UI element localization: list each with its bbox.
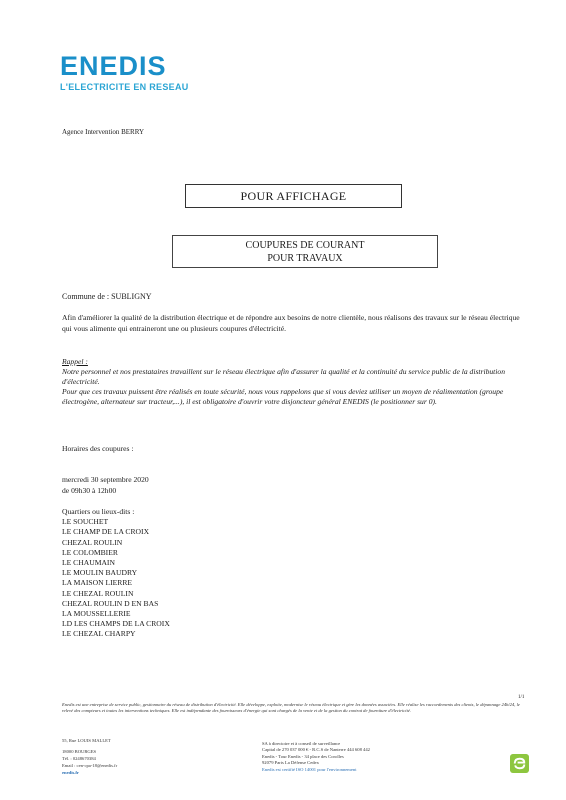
corp-line-2: Capital de 270 037 000 € - R.C.S de Nanterre 444 608 442	[262, 747, 370, 753]
outage-date: mercredi 30 septembre 2020	[62, 475, 149, 484]
quartiers-label: Quartiers ou lieux-dits :	[62, 507, 135, 516]
footer-email: Email : cen-cpa-18@enedis.fr	[62, 763, 118, 768]
commune-line: Commune de : SUBLIGNY	[62, 292, 152, 301]
footer-corporate-info	[262, 741, 370, 773]
enedis-logo: ENEDIS	[60, 51, 167, 81]
horaires-label: Horaires des coupures :	[62, 444, 134, 453]
outage-time: de 09h30 à 12h00	[62, 486, 117, 495]
rappel-block	[62, 357, 526, 407]
list-item: CHEZAL ROULIN D EN BAS	[62, 598, 159, 608]
outage-schedule	[62, 474, 149, 496]
list-item: LE MOULIN BAUDRY	[62, 568, 138, 578]
footer-tel: Tél. : 0248670384	[62, 756, 96, 761]
corp-line-4: 92079 Paris La Défense Cedex	[262, 760, 319, 766]
list-item: LD LES CHAMPS DE LA CROIX	[62, 619, 170, 629]
footer-city: 18000 BOURGES	[62, 749, 97, 754]
list-item: LE CHAUMAIN	[62, 558, 115, 568]
quartiers-list	[62, 507, 170, 640]
enedis-footer-logo-icon	[510, 754, 529, 773]
rappel-paragraph-1: Notre personnel et nos prestataires travaillent sur le réseau électrique afin d'assurer la qualité et la continuité du service public de la distribution d'électricité.	[62, 367, 505, 386]
list-item: LE COLOMBIER	[62, 547, 118, 557]
notice-title: POUR AFFICHAGE	[240, 189, 347, 203]
footer-website-link[interactable]: enedis.fr	[62, 770, 79, 775]
list-item: LA MOUSSELLERIE	[62, 609, 131, 619]
notice-title-box	[185, 184, 402, 208]
corp-line-3: Enedis - Tour Enedis - 34 place des Corolles	[262, 753, 344, 759]
logo-tagline: L'ELECTRICITE EN RESEAU	[60, 82, 189, 92]
notice-subtitle-line2: POUR TRAVAUX	[267, 253, 343, 264]
list-item: LA MAISON LIERRE	[62, 578, 133, 588]
agency-name: Agence Intervention BERRY	[62, 128, 145, 136]
footer-street: 55, Rue LOUIS MALLET	[62, 738, 111, 743]
rappel-paragraph-2: Pour que ces travaux puissent être réalisés en toute sécurité, nous vous rappelons que si vous deviez utiliser un moyen de réalimentation (groupe électrogène, alternateur sur tracteur,...), il est obligatoire d'ouvrir votre disjoncteur général ENEDIS (le positionner sur 0).	[62, 387, 504, 406]
list-item: LE SOUCHET	[62, 517, 109, 527]
notice-subtitle-line1: COUPURES DE COURANT	[245, 240, 365, 251]
list-item: CHEZAL ROULIN	[62, 537, 123, 547]
rappel-title: Rappel :	[62, 357, 88, 366]
list-item: LE CHEZAL CHARPY	[62, 629, 136, 639]
notice-subtitle-box	[172, 235, 438, 268]
list-item: LE CHAMP DE LA CROIX	[62, 527, 150, 537]
corp-line-5: Enedis est certifié ISO 14001 pour l'environnement	[262, 766, 357, 772]
list-item: LE CHEZAL ROULIN	[62, 588, 134, 598]
page-number: 1/1	[518, 695, 525, 700]
corp-line-1: SA à directoire et à conseil de surveillance	[262, 741, 341, 746]
footer-contact	[62, 748, 117, 776]
intro-paragraph: Afin d'améliorer la qualité de la distribution électrique et de répondre aux besoins de notre clientèle, nous réalisons des travaux sur le réseau électrique qui vous alimente qui entraineront une ou plusieurs coupures d'électricité.	[62, 313, 520, 333]
footer-disclaimer: Enedis est une entreprise de service public, gestionnaire du réseau de distribution d'électricité. Elle développe, exploite, modernise le réseau électrique et gère les données associées. Elle réalise les raccordements des clients, le dépannage 24h/24, le relevé des compteurs et toutes les interventions techniques. Elle est indépendante des fournisseurs d'énergie qui sont chargés de la vente et de la gestion du contrat de fourniture d'électricité.	[62, 702, 520, 713]
